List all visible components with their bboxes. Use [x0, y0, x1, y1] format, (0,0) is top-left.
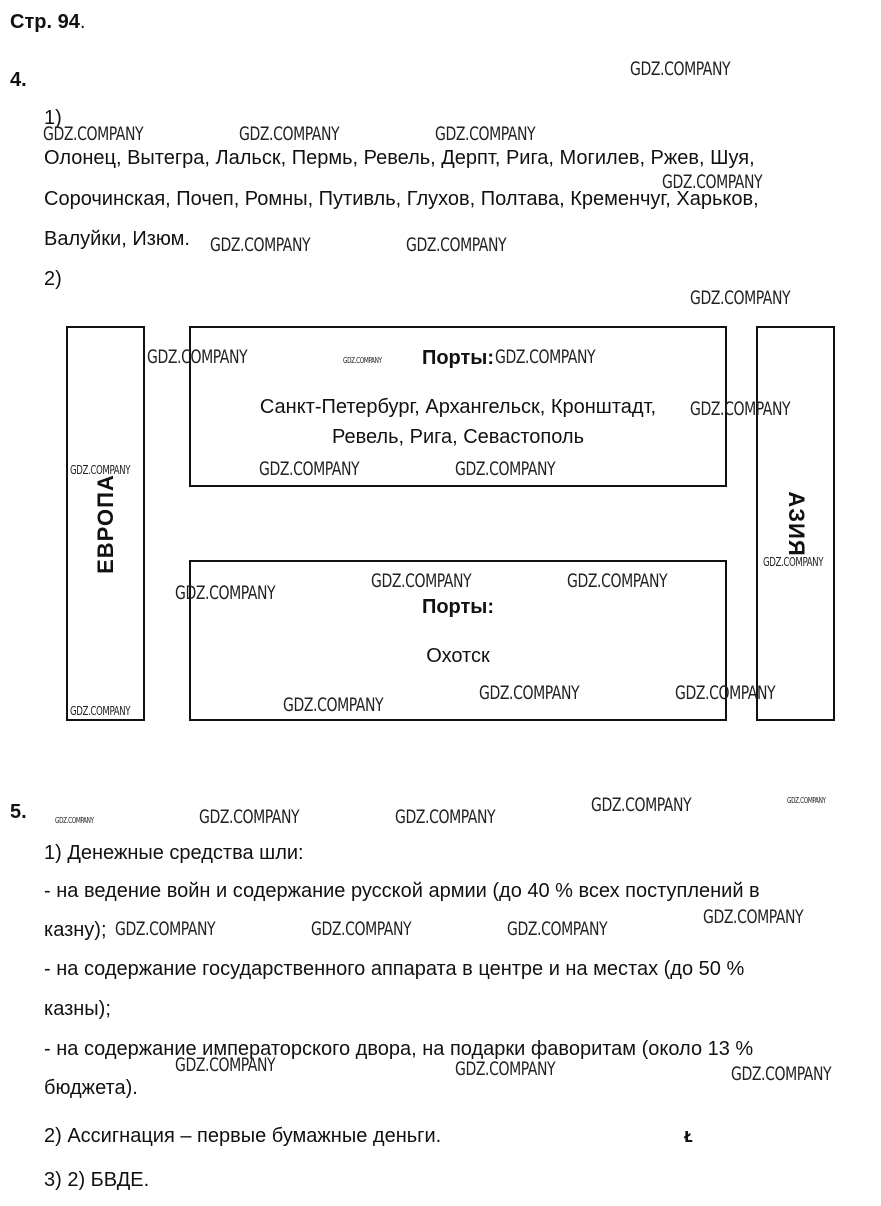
heading-dot: .: [79, 11, 86, 33]
task5-number: 5.: [10, 801, 27, 823]
task5-line-8: 2) Ассигнация – первые бумажные деньги.: [44, 1125, 442, 1147]
task5-line-4: - на содержание государственного аппарата в центре и на местах (до 50 %: [44, 958, 745, 980]
asia-label: АЗИЯ: [783, 490, 809, 557]
task4-part2-label: 2): [44, 268, 62, 290]
europe-ports-line-2: Ревель, Рига, Севастополь: [331, 426, 584, 448]
watermark: GDZ.COMPANY: [371, 570, 472, 592]
europe-box: [66, 326, 145, 721]
task4-line-2: Сорочинская, Почеп, Ромны, Путивль, Глухов, Полтава, Кременчуг, Харьков,: [44, 188, 759, 210]
task5-line-3: казну);: [44, 919, 107, 941]
asia-ports-title: Порты:: [421, 596, 495, 618]
watermark: GDZ.COMPANY: [43, 123, 144, 145]
task4-line-1: Олонец, Вытегра, Лальск, Пермь, Ревель, Дерпт, Рига, Могилев, Ржев, Шуя,: [44, 147, 755, 169]
watermark: GDZ.COMPANY: [283, 694, 384, 716]
watermark: GDZ.COMPANY: [147, 346, 248, 368]
watermark: GDZ.COMPANY: [662, 171, 763, 193]
watermark: GDZ.COMPANY: [455, 458, 556, 480]
watermark: GDZ.COMPANY: [406, 234, 507, 256]
watermark: GDZ.COMPANY: [55, 816, 94, 825]
watermark: GDZ.COMPANY: [731, 1063, 832, 1085]
watermark: GDZ.COMPANY: [787, 796, 826, 805]
watermark: GDZ.COMPANY: [435, 123, 536, 145]
task5-line-9: 3) 2) БВДЕ.: [44, 1169, 150, 1191]
task5-line-5: казны);: [44, 998, 111, 1020]
europe-label: ЕВРОПА: [92, 473, 118, 574]
watermark: GDZ.COMPANY: [690, 287, 791, 309]
page-number: Стр. 94: [10, 11, 80, 33]
task5-line-7: бюджета).: [44, 1077, 138, 1099]
watermark: GDZ.COMPANY: [630, 58, 731, 80]
page-heading: [10, 10, 85, 34]
watermark: GDZ.COMPANY: [239, 123, 340, 145]
watermark: GDZ.COMPANY: [479, 682, 580, 704]
watermark: GDZ.COMPANY: [675, 682, 776, 704]
watermark: GDZ.COMPANY: [690, 398, 791, 420]
watermark: GDZ.COMPANY: [199, 806, 300, 828]
task5-line-2: - на ведение войн и содержание русской армии (до 40 % всех поступлений в: [44, 880, 760, 902]
watermark: GDZ.COMPANY: [70, 704, 131, 718]
watermark: GDZ.COMPANY: [210, 234, 311, 256]
watermark: GDZ.COMPANY: [763, 555, 824, 569]
watermark: GDZ.COMPANY: [567, 570, 668, 592]
europe-ports-line-1: Санкт-Петербург, Архангельск, Кронштадт,: [259, 396, 657, 418]
watermark: GDZ.COMPANY: [70, 463, 131, 477]
watermark: GDZ.COMPANY: [495, 346, 596, 368]
watermark: GDZ.COMPANY: [455, 1058, 556, 1080]
task4-line-3: Валуйки, Изюм.: [44, 228, 190, 250]
watermark: GDZ.COMPANY: [311, 918, 412, 940]
watermark: GDZ.COMPANY: [259, 458, 360, 480]
watermark: GDZ.COMPANY: [703, 906, 804, 928]
europe-ports-title: Порты:: [421, 347, 495, 369]
task4-number: 4.: [10, 69, 27, 91]
watermark: GDZ.COMPANY: [591, 794, 692, 816]
watermark: GDZ.COMPANY: [175, 1054, 276, 1076]
watermark: GDZ.COMPANY: [115, 918, 216, 940]
watermark: GDZ.COMPANY: [395, 806, 496, 828]
asia-box: [756, 326, 835, 721]
stray-mark: ᴌ: [684, 1125, 694, 1147]
watermark: GDZ.COMPANY: [507, 918, 608, 940]
watermark: GDZ.COMPANY: [175, 582, 276, 604]
asia-ports-line-1: Охотск: [426, 645, 490, 667]
task5-line-6: - на содержание императорского двора, на подарки фаворитам (около 13 %: [44, 1038, 754, 1060]
task5-line-1: 1) Денежные средства шли:: [44, 842, 304, 864]
task4-part1-label: 1): [44, 107, 62, 129]
watermark: GDZ.COMPANY: [343, 356, 382, 365]
